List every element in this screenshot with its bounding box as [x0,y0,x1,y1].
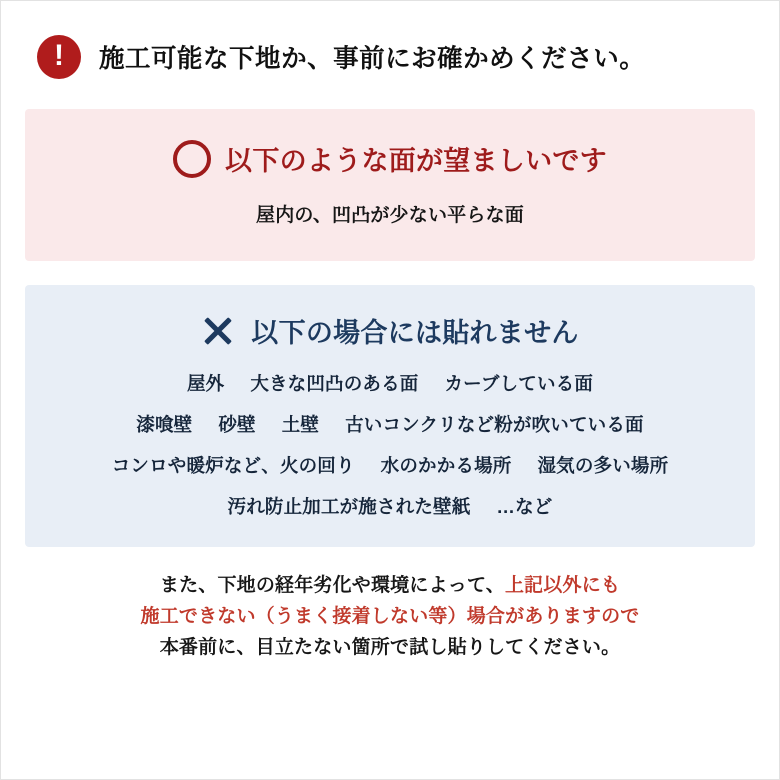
ng-item: 漆喰壁 [136,414,193,435]
footer-note-line-1 [1,571,779,602]
ng-item: 汚れ防止加工が施された壁紙 [227,496,471,517]
ng-item: 土壁 [281,414,320,435]
ng-condition-row [37,452,743,478]
ng-item: 水のかかる場所 [380,455,512,476]
cross-ng-icon [201,314,235,348]
header [1,1,779,79]
ng-item: …など [496,496,553,517]
ng-condition-row [37,411,743,437]
ng-item: 屋外 [186,373,225,394]
ng-item: カーブしている面 [444,373,594,394]
page-title: 施工可能な下地か、事前にお確かめください。 [99,45,646,73]
ng-item: 古いコンクリなど粉が吹いている面 [345,414,644,435]
footer-note-highlight: 施工できない（うまく接着しない等）場合がありますので [140,605,640,627]
ng-panel-heading [37,311,743,350]
ok-panel-heading-text: 以下のような面が望ましいです [225,146,607,176]
ng-condition-list [37,370,743,519]
footer-note [1,571,779,663]
footer-note-line-2 [1,602,779,633]
ok-panel-subtext: 屋内の、凹凸が少ない平らな面 [256,205,524,226]
exclamation-glyph: ! [54,39,64,72]
circle-ok-icon [173,140,211,178]
ng-item: 砂壁 [218,414,256,435]
ng-item: 大きな凹凸のある面 [250,373,419,394]
ng-condition-row [37,493,743,519]
footer-note-plain: また、下地の経年劣化や環境によって、 [159,575,505,596]
ng-item: コンロや暖炉など、火の回り [111,455,355,476]
ng-condition-row [37,370,743,396]
ng-panel [25,285,755,547]
ng-panel-heading-text: 以下の場合には貼れません [251,318,579,348]
footer-note-line-3 [1,633,779,664]
footer-note-highlight: 上記以外にも [504,575,621,596]
ok-panel-heading [45,139,735,178]
ok-panel [25,109,755,261]
ng-item: 湿気の多い場所 [537,455,669,476]
exclamation-icon [37,35,81,79]
footer-note-plain: 本番前に、目立たない箇所で試し貼りしてください。 [159,636,621,658]
